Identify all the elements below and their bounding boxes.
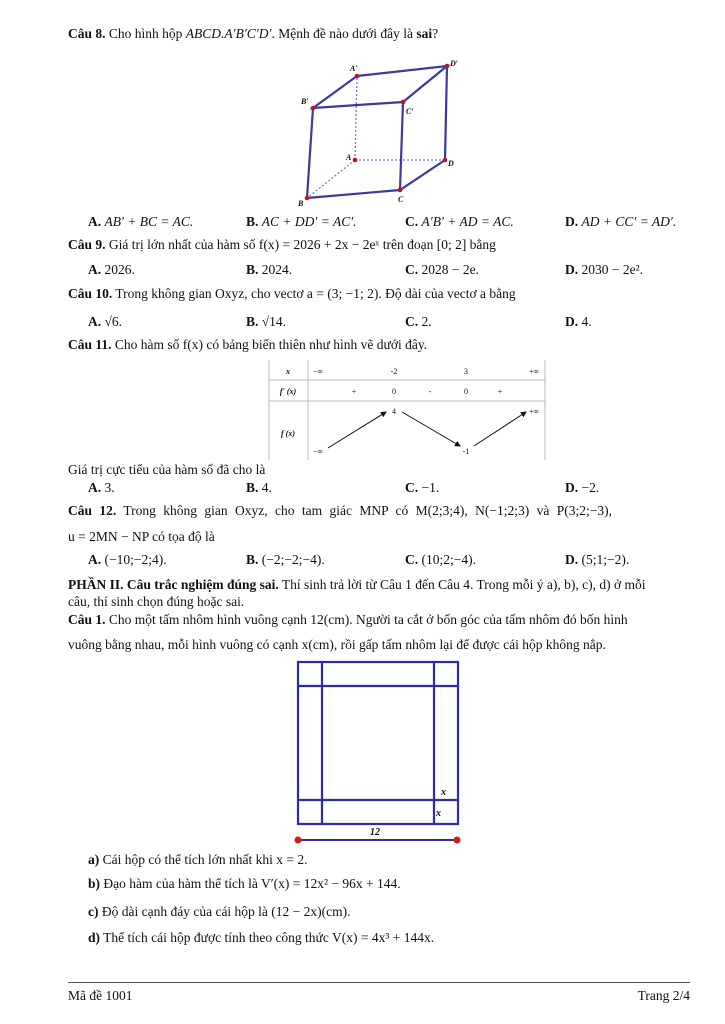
- sign-4: 0: [464, 387, 468, 396]
- q8-label: Câu 8.: [68, 26, 106, 41]
- part2-title: PHẦN II. Câu trắc nghiệm đúng sai.: [68, 577, 279, 592]
- label-A: A: [346, 153, 352, 162]
- footer-page: Trang 2/4: [637, 988, 690, 1003]
- q12-option-d: D. (5;1;−2).: [565, 552, 630, 567]
- part2-intro: PHẦN II. Câu trắc nghiệm đúng sai. Thí sinh trả lời từ Câu 1 đến Câu 4. Trong mỗi ý a), b), c), d) ở mỗi: [68, 577, 646, 592]
- q9-option-a: A. 2026.: [88, 262, 135, 277]
- p2q1-item-b: b) Đạo hàm của hàm thể tích là V′(x) = 12x² − 96x + 144.: [88, 876, 401, 891]
- p2q1-line1: Câu 1. Cho một tấm nhôm hình vuông cạnh 12(cm). Người ta cắt ở bốn góc của tấm nhôm đó bốn hình: [68, 612, 628, 627]
- q10-option-b: B. √14.: [246, 314, 287, 329]
- arrow-down: [402, 412, 460, 446]
- table-x-minus2: -2: [390, 367, 398, 376]
- edge-B-B1: [307, 108, 313, 198]
- table-f-min: -1: [462, 447, 470, 456]
- edge-C-C1: [400, 102, 403, 190]
- label-D1: D′: [450, 60, 459, 68]
- q8-option-b: B. AC + DD′ = AC′.: [246, 214, 357, 229]
- q12-option-b: B. (−2;−2;−4).: [246, 552, 325, 567]
- q11-question: Giá trị cực tiểu của hàm số đã cho là: [68, 462, 266, 477]
- q10-option-a: A. √6.: [88, 314, 123, 329]
- q12-option-c: C. (10;2;−4).: [405, 552, 476, 567]
- table-x-neg-inf: −∞: [312, 367, 324, 376]
- sign-1: +: [351, 387, 357, 396]
- part2-intro-line2: câu, thí sinh chọn đúng hoặc sai.: [68, 594, 245, 609]
- table-x-pos-inf: +∞: [528, 367, 540, 376]
- table-x-3: 3: [464, 367, 468, 376]
- arrow-up-2: [474, 412, 526, 446]
- label-B1: B′: [301, 97, 309, 106]
- q8-math: ABCD.A′B′C′D′: [185, 26, 272, 41]
- table-x-label: x: [286, 367, 290, 376]
- q8-end: ?: [432, 26, 439, 41]
- p2q1-item-c: c) Độ dài cạnh đáy của cái hộp là (12 − 2x)(cm).: [88, 904, 351, 919]
- label-x-side: x: [441, 787, 446, 798]
- edge-D-D1: [445, 66, 447, 160]
- q8-stem: [68, 26, 438, 42]
- table-f-start: −∞: [312, 447, 324, 456]
- q11-option-b: B. 4.: [246, 480, 272, 495]
- q8-option-c: C. A′B′ + AD = AC.: [405, 214, 514, 229]
- q12-stem-line1: Câu 12. Trong không gian Oxyz, cho tam giác MNP có M(2;3;4), N(−1;2;3) và P(3;2;−3),: [68, 503, 612, 518]
- sign-2: 0: [392, 387, 396, 396]
- label-A1: A′: [350, 64, 358, 73]
- q8-stem-pre: Cho hình hộp: [108, 26, 183, 41]
- p2q1-item-d: d) Thể tích cái hộp được tính theo công thức V(x) = 4x³ + 144x.: [88, 930, 435, 945]
- label-D: D: [448, 159, 454, 168]
- sign-5: +: [497, 387, 503, 396]
- label-C1: C′: [406, 107, 414, 116]
- footer-code: Mã đề 1001: [68, 988, 133, 1003]
- p2q1-item-a: a) Cái hộp có thể tích lớn nhất khi x = 2.: [88, 852, 308, 867]
- label-12: 12: [370, 827, 380, 838]
- q8-option-d: D. AD + CC′ = AD′.: [565, 214, 677, 229]
- sign-3: -: [428, 387, 432, 396]
- q11-stem: Câu 11. Cho hàm số f(x) có bảng biến thiên như hình vẽ dưới đây.: [68, 337, 428, 352]
- footer-divider: [68, 982, 690, 983]
- q9-stem: Câu 9. Giá trị lớn nhất của hàm số f(x) = 2026 + 2x − 2eˣ trên đoạn [0; 2] bằng: [68, 237, 496, 252]
- q10-option-c: C. 2.: [405, 314, 432, 329]
- table-f-max: 4: [392, 407, 396, 416]
- q8-stem-post: . Mệnh đề nào dưới đây là: [271, 26, 414, 41]
- label-B: B: [298, 199, 304, 208]
- edge-A-B: [307, 160, 355, 198]
- arrow-up-1: [328, 412, 386, 448]
- parallelepiped-figure: [295, 60, 470, 210]
- table-f-label: f (x): [281, 429, 295, 438]
- edge-A-A1: [355, 76, 357, 160]
- q9-option-b: B. 2024.: [246, 262, 293, 277]
- variation-table: [268, 360, 550, 460]
- q8-option-a: A. AB′ + BC = AC.: [88, 214, 194, 229]
- edge-bottom: [307, 160, 445, 198]
- aluminum-sheet-figure: [290, 658, 465, 848]
- q11-option-d: D. −2.: [565, 480, 600, 495]
- edge-top: [313, 66, 447, 108]
- q10-option-d: D. 4.: [565, 314, 592, 329]
- q11-option-c: C. −1.: [405, 480, 440, 495]
- p2q1-line2: vuông bằng nhau, mỗi hình vuông có cạnh x(cm), rồi gấp tấm nhôm lại để được cái hộp không nắp.: [68, 637, 606, 652]
- q9-option-d: D. 2030 − 2e².: [565, 262, 644, 277]
- q10-stem: Câu 10. Trong không gian Oxyz, cho vectơ a = (3; −1; 2). Độ dài của vectơ a bằng: [68, 286, 516, 301]
- table-fprime-label: f' (x): [279, 387, 297, 396]
- label-C: C: [398, 195, 404, 204]
- q12-stem-line2: u = 2MN − NP có tọa độ là: [68, 529, 215, 544]
- label-x-corner: x: [436, 808, 441, 819]
- q9-option-c: C. 2028 − 2e.: [405, 262, 479, 277]
- q12-option-a: A. (−10;−2;4).: [88, 552, 167, 567]
- q11-option-a: A. 3.: [88, 480, 115, 495]
- q8-emph: sai: [416, 26, 433, 41]
- table-f-end: +∞: [528, 407, 540, 416]
